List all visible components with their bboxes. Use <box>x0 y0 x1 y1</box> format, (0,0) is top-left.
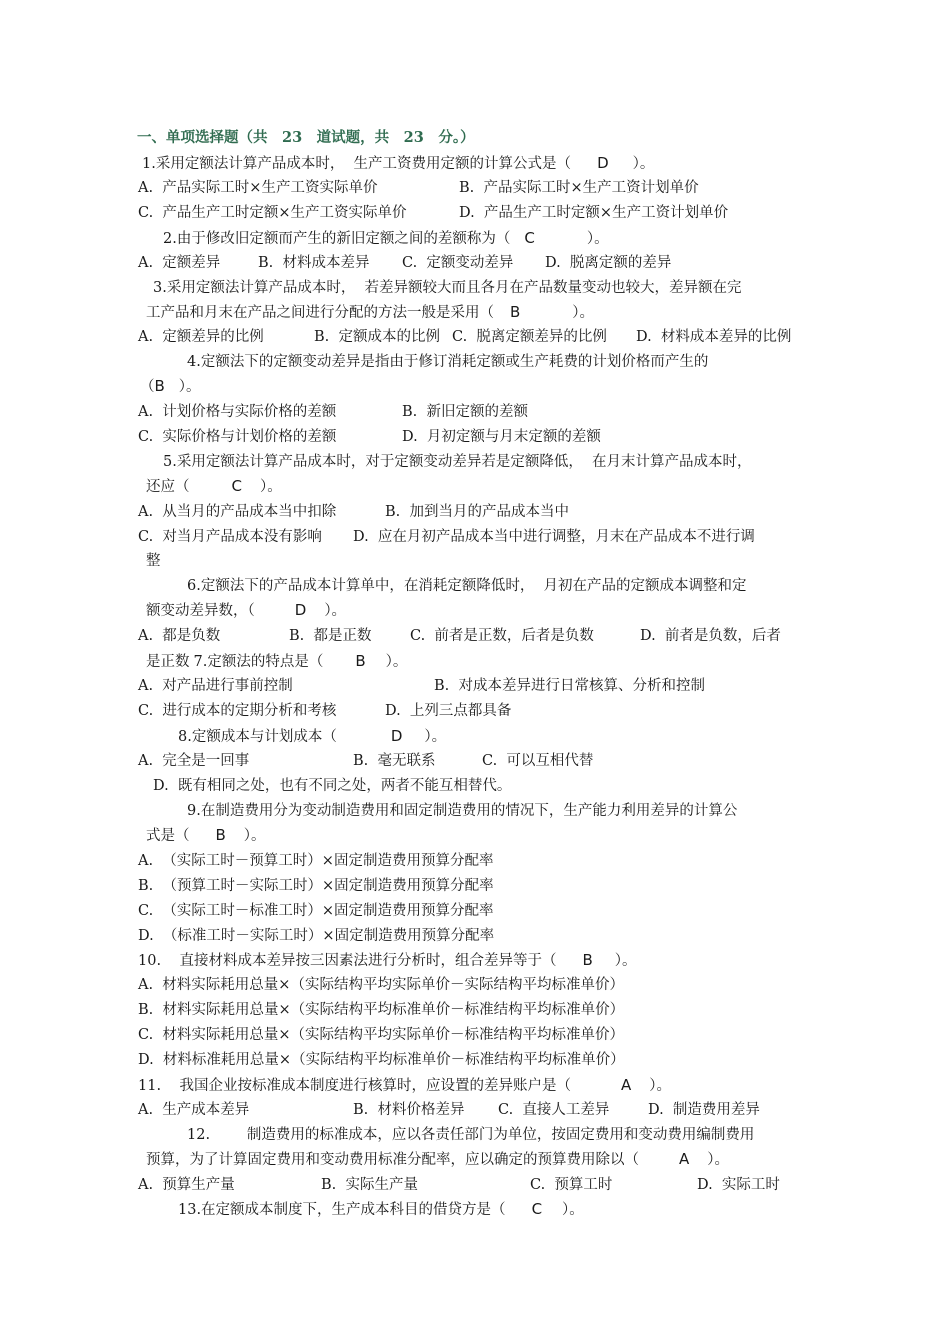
q1-option-a: A. 产品实际工时×生产工资实际单价 <box>138 180 378 196</box>
q7-option-d: D. 上列三点都具备 <box>385 703 512 719</box>
q11-option-b: B. 材料价格差异 <box>353 1102 465 1118</box>
q5-option-a: A. 从当月的产品成本当中扣除 <box>138 504 337 520</box>
q12-option-a: A. 预算生产量 <box>138 1177 235 1193</box>
q3-option-d: D. 材料成本差异的比例 <box>636 329 792 345</box>
question-tail: ）。 <box>385 654 408 670</box>
question-stem-text: 10. 直接材料成本差异按三因素法进行分析时，组合差异等于（ <box>138 953 557 969</box>
q4-option-d: D. 月初定额与月末定额的差额 <box>402 429 601 445</box>
q6-option-b: B. 都是正数 <box>289 628 372 644</box>
q11-option-d: D. 制造费用差异 <box>648 1102 760 1118</box>
q12-option-d: D. 实际工时 <box>697 1177 780 1193</box>
q7-option-a: A. 对产品进行事前控制 <box>138 678 293 694</box>
question-8-stem <box>178 726 446 747</box>
answer-mark: D <box>390 727 403 745</box>
section-title: 一、单项选择题（共 23 道试题，共 23 分。） <box>137 129 475 146</box>
question-stem-text: 额变动差异数，（ <box>146 603 255 619</box>
question-tail: ）。 <box>649 1078 672 1094</box>
question-3-stem-line1: 3.采用定额法计算产品成本时， 若差异额较大而且各月在产品数量变动也较大，差异额在完 <box>153 280 742 296</box>
question-5-stem-line1: 5.采用定额法计算产品成本时，对于定额变动差异若是定额降低， 在月末计算产品成本时， <box>163 454 752 470</box>
question-tail: ）。 <box>243 828 266 844</box>
answer-mark: B <box>154 377 165 395</box>
q5-option-d: D. 应在月初产品成本当中进行调整，月末在产品成本不进行调 <box>353 529 755 545</box>
answer-mark: B <box>355 652 366 670</box>
answer-mark: D <box>294 601 307 619</box>
answer-mark: D <box>597 154 609 172</box>
question-tail: ）。 <box>562 1202 584 1218</box>
q6-option-a: A. 都是负数 <box>138 628 221 644</box>
q10-option-d: D. 材料标准耗用总量×（实际结构平均标准单价－标准结构平均标准单价） <box>138 1052 625 1068</box>
question-4-stem-line2 <box>140 376 201 397</box>
q9-option-b: B. （预算工时－实际工时）×固定制造费用预算分配率 <box>138 878 494 894</box>
answer-mark: B <box>215 826 226 844</box>
q8-option-a: A. 完全是一回事 <box>138 753 250 769</box>
q2-option-b: B. 材料成本差异 <box>258 255 370 271</box>
question-tail: ）。 <box>259 479 282 495</box>
q7-option-c: C. 进行成本的定期分析和考核 <box>138 703 337 719</box>
question-7-stem <box>146 651 407 672</box>
q4-option-b: B. 新旧定额的差额 <box>402 404 528 420</box>
q9-option-c: C. （实际工时－标准工时）×固定制造费用预算分配率 <box>138 903 494 919</box>
question-tail: ）。 <box>178 379 201 395</box>
question-13-stem <box>178 1199 584 1220</box>
answer-mark: C <box>231 477 242 495</box>
q12-option-b: B. 实际生产量 <box>321 1177 418 1193</box>
question-6-stem-line2 <box>146 600 346 621</box>
question-stem-text: 式是（ <box>146 828 190 844</box>
q3-option-a: A. 定额差异的比例 <box>138 329 264 345</box>
q11-option-c: C. 直接人工差异 <box>498 1102 610 1118</box>
q3-option-b: B. 定额成本的比例 <box>314 329 440 345</box>
q9-option-d: D. （标准工时－实际工时）×固定制造费用预算分配率 <box>138 928 495 944</box>
question-12-stem-line1: 12. 制造费用的标准成本，应以各责任部门为单位，按固定费用和变动费用编制费用 <box>187 1127 755 1143</box>
q5-option-c: C. 对当月产品成本没有影响 <box>138 529 322 545</box>
question-tail: ）。 <box>424 729 447 745</box>
answer-mark: C <box>531 1200 543 1218</box>
q10-option-c: C. 材料实际耗用总量×（实际结构平均实际单价－标准结构平均标准单价） <box>138 1027 625 1043</box>
q4-option-c: C. 实际价格与计划价格的差额 <box>138 429 337 445</box>
question-stem-text: 11. 我国企业按标准成本制度进行核算时，应设置的差异账户是（ <box>138 1078 571 1094</box>
q6-option-c: C. 前者是正数，后者是负数 <box>410 628 594 644</box>
q7-option-b: B. 对成本差异进行日常核算、分析和控制 <box>434 678 705 694</box>
question-stem-text: 预算，为了计算固定费用和变动费用标准分配率，应以确定的预算费用除以（ <box>146 1152 639 1168</box>
q5-option-d-cont: 整 <box>146 553 161 569</box>
q6-option-d: D. 前者是负数，后者 <box>640 628 781 644</box>
question-stem-text: 8.定额成本与计划成本（ <box>178 729 337 745</box>
q6-option-d-cont: 是正数 <box>146 654 190 670</box>
answer-mark: A <box>621 1076 632 1094</box>
question-5-stem-line2 <box>146 476 282 497</box>
q8-option-c: C. 可以互相代替 <box>482 753 594 769</box>
q9-option-a: A. （实际工时－预算工时）×固定制造费用预算分配率 <box>138 853 494 869</box>
question-tail: ）。 <box>324 603 347 619</box>
q1-option-d: D. 产品生产工时定额×生产工资计划单价 <box>459 205 729 221</box>
question-6-stem-line1: 6.定额法下的产品成本计算单中，在消耗定额降低时， 月初在产品的定额成本调整和定 <box>187 578 747 594</box>
q10-option-b: B. 材料实际耗用总量×（实际结构平均标准单价－标准结构平均标准单价） <box>138 1002 625 1018</box>
question-9-stem-line2 <box>146 825 266 846</box>
answer-mark: C <box>524 229 535 247</box>
question-9-stem-line1: 9.在制造费用分为变动制造费用和固定制造费用的情况下，生产能力利用差异的计算公 <box>187 803 738 819</box>
question-tail: ）。 <box>572 305 595 321</box>
answer-mark: A <box>679 1150 690 1168</box>
q3-option-c: C. 脱离定额差异的比例 <box>452 329 607 345</box>
question-2-stem <box>163 228 609 249</box>
q11-option-a: A. 生产成本差异 <box>138 1102 250 1118</box>
question-stem-text: 工产品和月末在产品之间进行分配的方法一般是采用（ <box>146 305 494 321</box>
question-stem-text: （ <box>140 379 155 395</box>
q8-option-d: D. 既有相同之处，也有不同之处，两者不能互相替代。 <box>153 778 512 794</box>
q1-option-c: C. 产品生产工时定额×生产工资实际单价 <box>138 205 407 221</box>
question-1-stem <box>142 153 654 174</box>
question-tail: ）。 <box>707 1152 730 1168</box>
question-3-stem-line2 <box>146 302 594 323</box>
q4-option-a: A. 计划价格与实际价格的差额 <box>138 404 337 420</box>
answer-mark: B <box>510 303 521 321</box>
question-stem-text: 2.由于修改旧定额而产生的新旧定额之间的差额称为（ <box>163 231 511 247</box>
question-stem-text: 还应（ <box>146 479 190 495</box>
q2-option-a: A. 定额差异 <box>138 255 221 271</box>
question-10-stem <box>138 950 637 971</box>
question-stem-text: 7.定额法的特点是（ <box>193 654 324 670</box>
q2-option-c: C. 定额变动差异 <box>402 255 514 271</box>
answer-mark: B <box>582 951 593 969</box>
q10-option-a: A. 材料实际耗用总量×（实际结构平均实际单价－实际结构平均标准单价） <box>138 977 624 993</box>
question-tail: ）。 <box>632 156 655 172</box>
question-stem-text: 13.在定额成本制度下，生产成本科目的借贷方是（ <box>178 1202 506 1218</box>
question-stem-text: 1.采用定额法计算产品成本时， 生产工资费用定额的计算公式是（ <box>142 156 572 172</box>
q2-option-d: D. 脱离定额的差异 <box>545 255 672 271</box>
question-tail: ）。 <box>614 953 637 969</box>
q1-option-b: B. 产品实际工时×生产工资计划单价 <box>459 180 699 196</box>
q12-option-c: C. 预算工时 <box>530 1177 613 1193</box>
q5-option-b: B. 加到当月的产品成本当中 <box>385 504 569 520</box>
question-tail: ）。 <box>586 231 609 247</box>
q8-option-b: B. 毫无联系 <box>353 753 436 769</box>
question-11-stem <box>138 1075 671 1096</box>
question-12-stem-line2 <box>146 1149 729 1170</box>
question-4-stem-line1: 4.定额法下的定额变动差异是指由于修订消耗定额或生产耗费的计划价格而产生的 <box>187 354 709 370</box>
